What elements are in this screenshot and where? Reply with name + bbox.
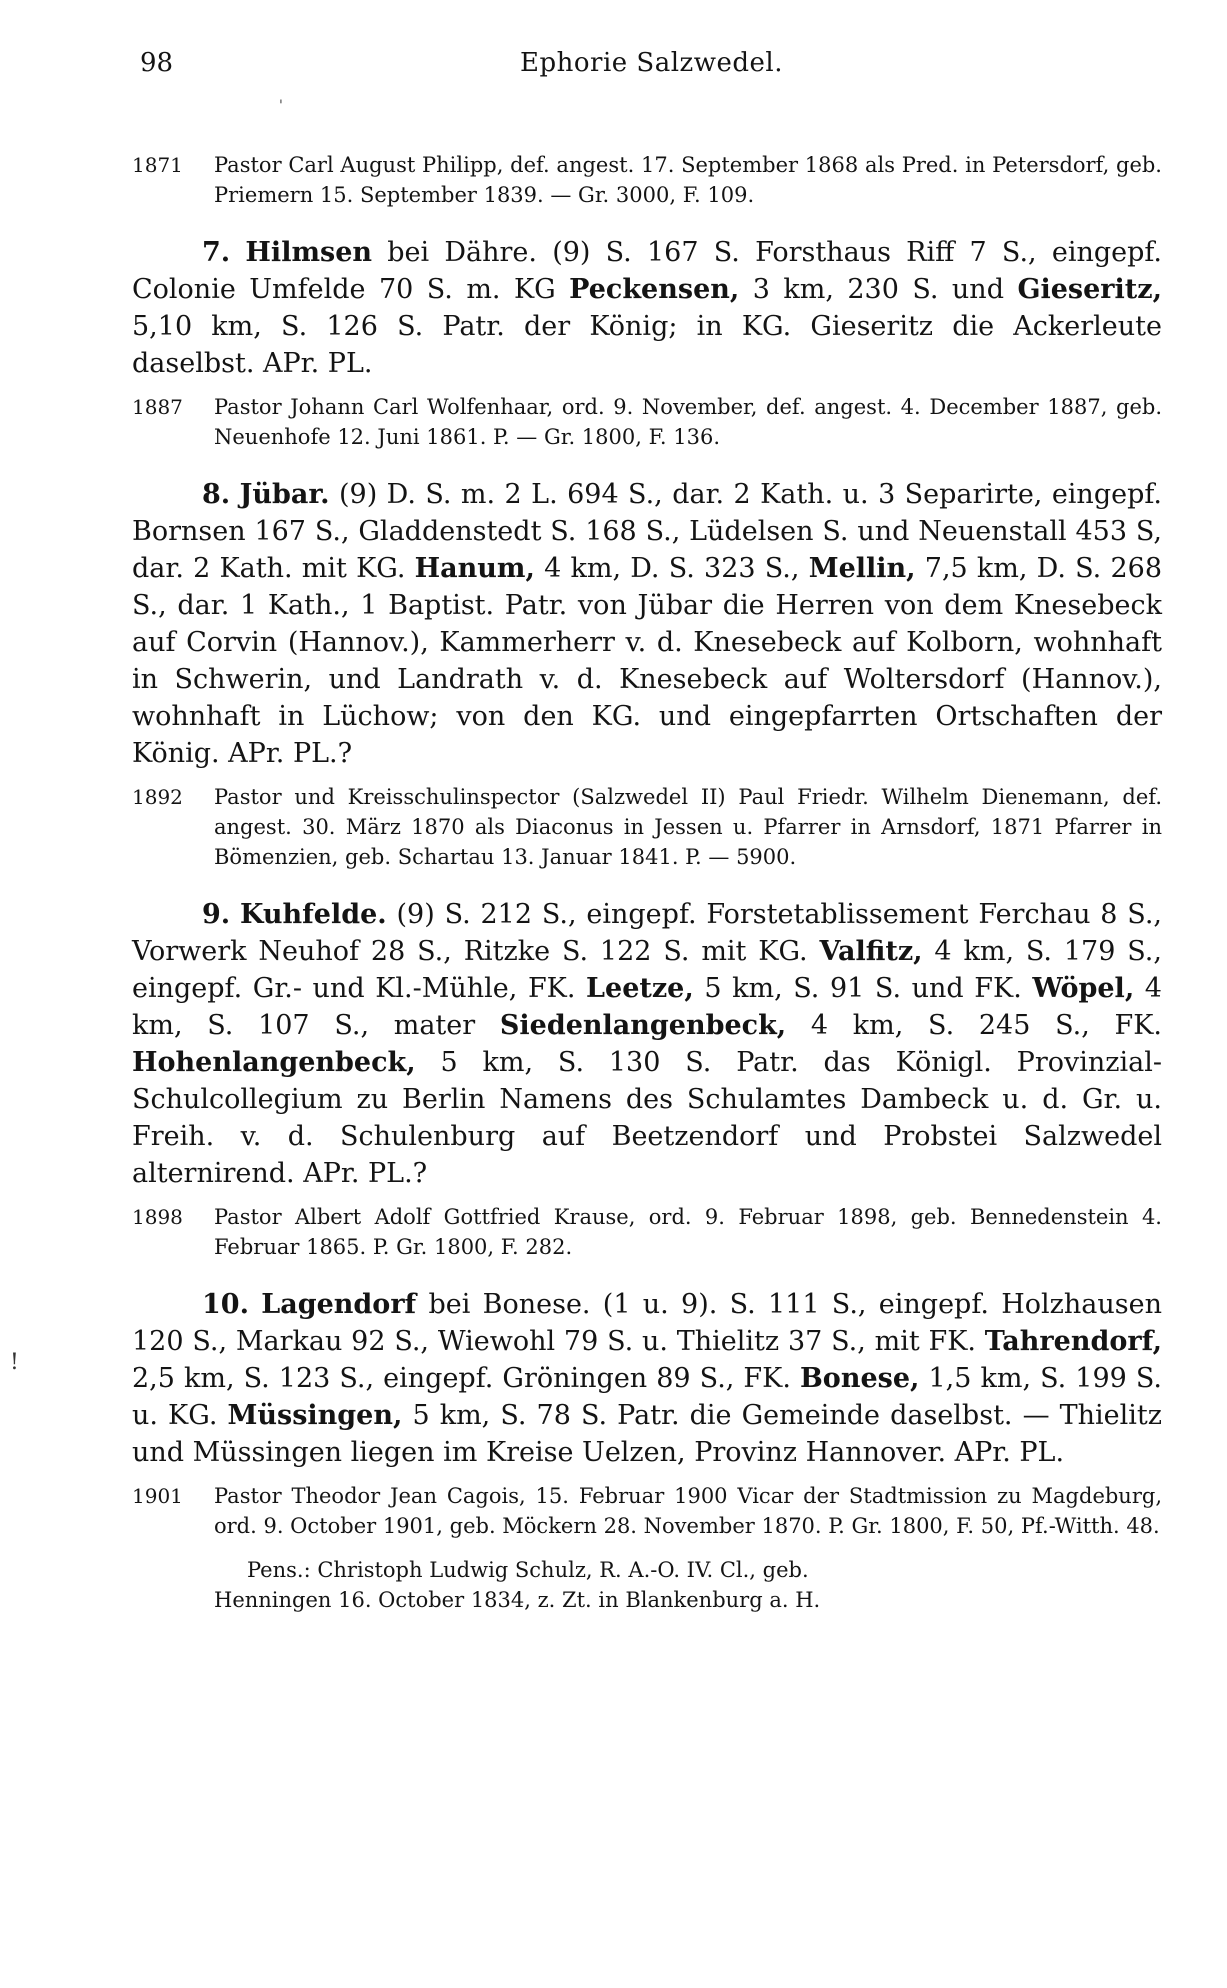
entry-year: 1898 bbox=[132, 1205, 183, 1229]
entry-year: 1901 bbox=[132, 1484, 183, 1508]
parish-text: 5 km, S. 78 S. Patr. die Gemeinde daselbst. — Thielitz und Müssingen liegen im Kreise Uelzen, Provinz Hannover. APr. PL. bbox=[132, 1400, 1162, 1468]
pastor-entry-1898 bbox=[132, 1202, 1162, 1262]
pastor-entry-1871 bbox=[132, 150, 1162, 210]
filial-name: Wöpel, bbox=[1032, 973, 1135, 1004]
entry-year: 1892 bbox=[132, 785, 183, 809]
page-number: 98 bbox=[140, 48, 174, 78]
pastor-entry-1901 bbox=[132, 1481, 1162, 1541]
pensioner-note bbox=[132, 1555, 1162, 1615]
parish-name: Lagendorf bbox=[261, 1289, 417, 1320]
filial-name: Müssingen, bbox=[227, 1400, 403, 1431]
filial-name: Siedenlangenbeck, bbox=[499, 1010, 787, 1041]
filial-name: Peckensen, bbox=[569, 274, 740, 305]
pastor-entry-1892 bbox=[132, 782, 1162, 872]
parish-number: 9. bbox=[202, 899, 231, 930]
entry-year: 1887 bbox=[132, 395, 183, 419]
page-header bbox=[140, 48, 1160, 88]
parish-text: 1,5 km, S. 199 S. u. KG. bbox=[132, 1363, 1162, 1431]
parish-text: bei Dähre. (9) S. 167 S. Forsthaus Riff 7 S., eingepf. Colonie Umfelde 70 S. m. KG bbox=[132, 237, 1162, 305]
filial-name: Tahrendorf, bbox=[984, 1326, 1162, 1357]
entry-text: Pastor und Kreisschulinspector (Salzwedel II) Paul Friedr. Wilhelm Dienemann, def. angest. 30. März 1870 als Diaconus in Jessen u. Pfarrer in Arnsdorf, 1871 Pfarrer in Bömenzien, geb. Schartau 13. Januar 1841. P. — 5900. bbox=[214, 785, 1162, 869]
parish-text: 3 km, 230 S. und bbox=[739, 274, 1018, 305]
filial-name: Hohenlangenbeck, bbox=[132, 1047, 416, 1078]
parish-text: 5 km, S. 130 S. Patr. das Königl. Provinzial-Schulcollegium zu Berlin Namens des Schulamtes Dambeck u. d. Gr. u. Freih. v. d. Schulenburg auf Beetzendorf und Probstei Salzwedel alternirend. APr. PL.? bbox=[132, 1047, 1162, 1189]
parish-10-lagendorf bbox=[132, 1286, 1162, 1471]
parish-9-kuhfelde bbox=[132, 896, 1162, 1192]
parish-name: Kuhfelde. bbox=[240, 899, 387, 930]
parish-number: 10. bbox=[202, 1289, 249, 1320]
parish-text: (9) S. 212 S., eingepf. Forstetablissement Ferchau 8 S., Vorwerk Neuhof 28 S., Ritzke S. 122 S. mit KG. bbox=[132, 899, 1162, 967]
parish-7-hilmsen bbox=[132, 234, 1162, 382]
parish-text: 4 km, D. S. 323 S., bbox=[534, 553, 809, 584]
pension-line: Henningen 16. October 1834, z. Zt. in Blankenburg a. H. bbox=[214, 1588, 821, 1612]
parish-text: 2,5 km, S. 123 S., eingepf. Gröningen 89 S., FK. bbox=[132, 1363, 800, 1394]
filial-name: Valfitz, bbox=[819, 936, 923, 967]
parish-number: 7. bbox=[202, 237, 231, 268]
parish-number: 8. bbox=[202, 479, 231, 510]
main-text bbox=[132, 150, 1162, 1615]
pension-line: Pens.: Christoph Ludwig Schulz, R. A.-O. IV. Cl., geb. bbox=[247, 1558, 809, 1582]
entry-year: 1871 bbox=[132, 153, 183, 177]
parish-name: Hilmsen bbox=[245, 237, 373, 268]
running-title: Ephorie Salzwedel. bbox=[520, 48, 783, 78]
stray-mark: ' bbox=[279, 98, 283, 114]
entry-text: Pastor Theodor Jean Cagois, 15. Februar 1900 Vicar der Stadtmission zu Magdeburg, ord. 9. October 1901, geb. Möckern 28. November 1870. P. Gr. 1800, F. 50, Pf.-Witth. 48. bbox=[214, 1484, 1162, 1538]
parish-text: bei Bonese. (1 u. 9). S. 111 S., eingepf. Holzhausen 120 S., Markau 92 S., Wiewohl 79 S. u. Thielitz 37 S., mit FK. bbox=[132, 1289, 1162, 1357]
parish-text: 7,5 km, D. S. 268 S., dar. 1 Kath., 1 Baptist. Patr. von Jübar die Herren von dem Knesebeck auf Corvin (Hannov.), Kammerherr v. d. Knesebeck auf Kolborn, wohnhaft in Schwerin, und Landrath v. d. Knesebeck auf Woltersdorf (Hannov.), wohnhaft in Lüchow; von den KG. und eingepfarrten Ortschaften der König. APr. PL.? bbox=[132, 553, 1162, 769]
margin-mark: ! bbox=[10, 1350, 19, 1375]
parish-text: 4 km, S. 245 S., FK. bbox=[786, 1010, 1163, 1041]
entry-text: Pastor Carl August Philipp, def. angest. 17. September 1868 als Pred. in Petersdorf, geb. Priemern 15. September 1839. — Gr. 3000, F. 109. bbox=[214, 153, 1162, 207]
parish-8-juebar bbox=[132, 476, 1162, 772]
parish-text: (9) D. S. m. 2 L. 694 S., dar. 2 Kath. u. 3 Separirte, eingepf. Bornsen 167 S., Gladdenstedt S. 168 S., Lüdelsen S. und Neuenstall 453 S, dar. 2 Kath. mit KG. bbox=[132, 479, 1162, 584]
filial-name: Hanum, bbox=[414, 553, 535, 584]
parish-text: 4 km, S. 107 S., mater bbox=[132, 973, 1162, 1041]
entry-text: Pastor Johann Carl Wolfenhaar, ord. 9. November, def. angest. 4. December 1887, geb. Neuenhofe 12. Juni 1861. P. — Gr. 1800, F. 136. bbox=[214, 395, 1162, 449]
filial-name: Bonese, bbox=[799, 1363, 920, 1394]
parish-name: Jübar. bbox=[239, 479, 330, 510]
parish-text: 5 km, S. 91 S. und FK. bbox=[693, 973, 1033, 1004]
parish-text: 5,10 km, S. 126 S. Patr. der König; in KG. Gieseritz die Ackerleute daselbst. APr. PL. bbox=[132, 311, 1162, 379]
parish-text: 4 km, S. 179 S., eingepf. Gr.- und Kl.-Mühle, FK. bbox=[132, 936, 1162, 1004]
filial-name: Leetze, bbox=[586, 973, 694, 1004]
pastor-entry-1887 bbox=[132, 392, 1162, 452]
filial-name: Mellin, bbox=[808, 553, 916, 584]
entry-text: Pastor Albert Adolf Gottfried Krause, ord. 9. Februar 1898, geb. Bennedenstein 4. Februar 1865. P. Gr. 1800, F. 282. bbox=[214, 1205, 1162, 1259]
filial-name: Gieseritz, bbox=[1017, 274, 1162, 305]
